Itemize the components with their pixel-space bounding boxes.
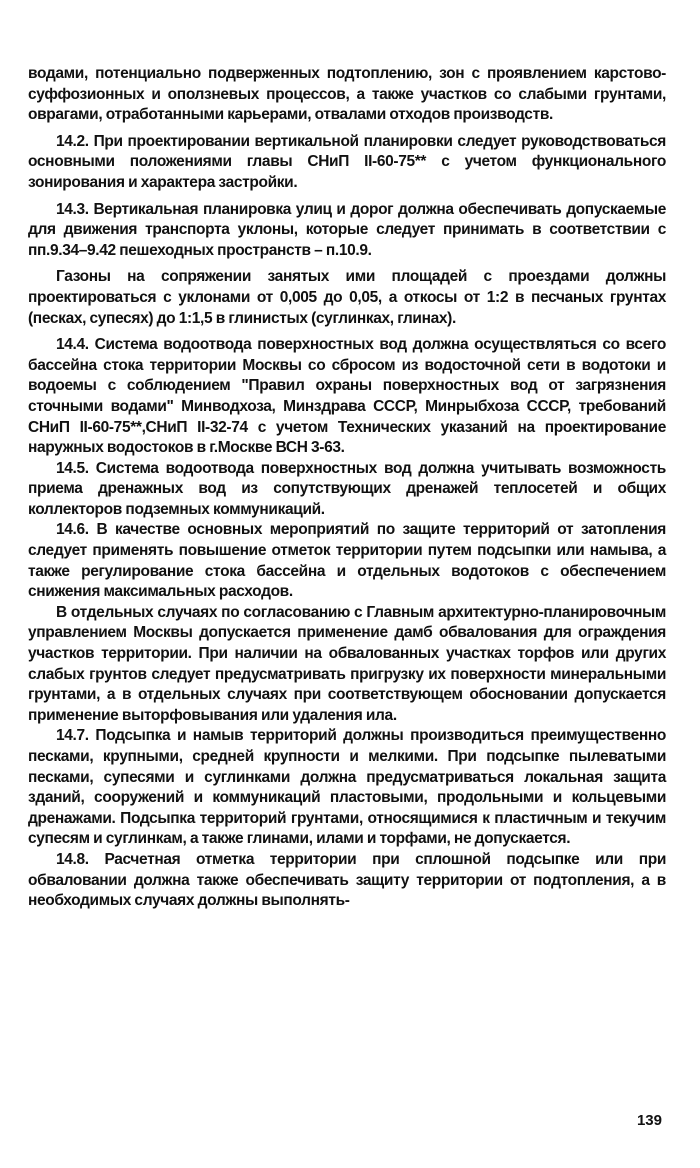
clause-text-14-6: В качестве основных мероприятий по защите территорий от затопления следует применять повышение отметок территории путем подсыпки или намыва, а также регулирование стока бассейна и отдельных водотоков с обеспечением снижения максимальных расходов. (28, 521, 666, 601)
page-number: 139 (636, 1112, 662, 1129)
paragraph-14-3 (28, 200, 666, 262)
clause-text-14-2: При проектировании вертикальной планировки следует руководствоваться основными положениями главы СНиП II-60-75** с учетом функционального зонирования и характера застройки. (28, 132, 666, 191)
clause-text-14-8: Расчетная отметка территории при сплошной подсыпке или при обваловании должна также обеспечивать защиту территории от подтопления, а в необходимых случаях должны выполнять- (28, 850, 666, 910)
clause-number-14-8: 14.8. (56, 850, 89, 868)
clause-number-14-3: 14.3. (56, 200, 89, 218)
document-page (28, 64, 666, 912)
paragraph-14-5 (28, 459, 666, 521)
paragraph-14-2 (28, 132, 666, 194)
paragraph-14-6-dams: В отдельных случаях по согласованию с Главным архитектурно-планировочным управлением Москвы допускается применение дамб обвалования для ограждения участков территории. При наличии на обвалованных участках торфов или других слабых грунтов следует предусматривать пригрузку их поверхности минеральными грунтами, а в отдельных случаях при соответствующем обосновании допускается применение выторфовывания или удаления ила. (28, 603, 666, 724)
paragraph-14-8 (28, 850, 666, 912)
paragraph-14-3-lawns: Газоны на сопряжении занятых ими площадей с проездами должны проектироваться с уклонами от 0,005 до 0,05, а откосы от 1:2 в песчаных грунтах (песках, супесях) до 1:1,5 в глинистых (суглинках, глинах). (28, 268, 666, 327)
clause-text-14-4: Система водоотвода поверхностных вод должна осуществляться со всего бассейна стока территории Москвы со сбросом из водосточной сети в водотоки и водоемы с соблюдением "Правил охраны поверхностных вод от загрязнения сточными водами" Минводхоза, Минздрава СССР, Минрыбхоза СССР, требований СНиП II-60-75**,СНиП II-32-74 с учетом Технических указаний на проектирование наружных водостоков в г.Москве ВСН 3-63. (28, 336, 666, 457)
paragraph-14-4 (28, 335, 666, 459)
clause-text-14-3: Вертикальная планировка улиц и дорог должна обеспечивать допускаемые для движения транспорта уклоны, которые следует принимать в соответствии с пп.9.34–9.42 пешеходных пространств – п.10.9. (28, 200, 666, 259)
clause-number-14-7: 14.7. (56, 727, 89, 745)
clause-text-14-7: Подсыпка и намыв территорий должны производиться преимущественно песками, крупными, средней крупности и мелкими. При подсыпке пылеватыми песками, супесями и суглинками должна предусматриваться локальная защита зданий, сооружений и коммуникаций пластовыми, продольными и кольцевыми дренажами. Подсыпка территорий грунтами, относящимися к пластичным и текучим супесям и суглинкам, а также глинами, илами и торфами, не допускается. (28, 727, 666, 848)
paragraph-14-7 (28, 726, 666, 850)
clause-number-14-5: 14.5. (56, 459, 89, 477)
intro-paragraph: водами, потенциально подверженных подтоплению, зон с проявлением карстово-суффозионных и оползневых процессов, а также участков со слабыми грунтами, оврагами, отработанными карьерами, отвалами отходов производств. (28, 65, 666, 124)
clause-number-14-2: 14.2. (56, 132, 89, 150)
clause-number-14-4: 14.4. (56, 336, 89, 354)
clause-number-14-6: 14.6. (56, 521, 89, 539)
clause-text-14-5: Система водоотвода поверхностных вод должна учитывать возможность приема дренажных вод из сопутствующих дренажей теплосетей и общих коллекторов подземных коммуникаций. (28, 459, 666, 518)
paragraph-14-6 (28, 520, 666, 602)
